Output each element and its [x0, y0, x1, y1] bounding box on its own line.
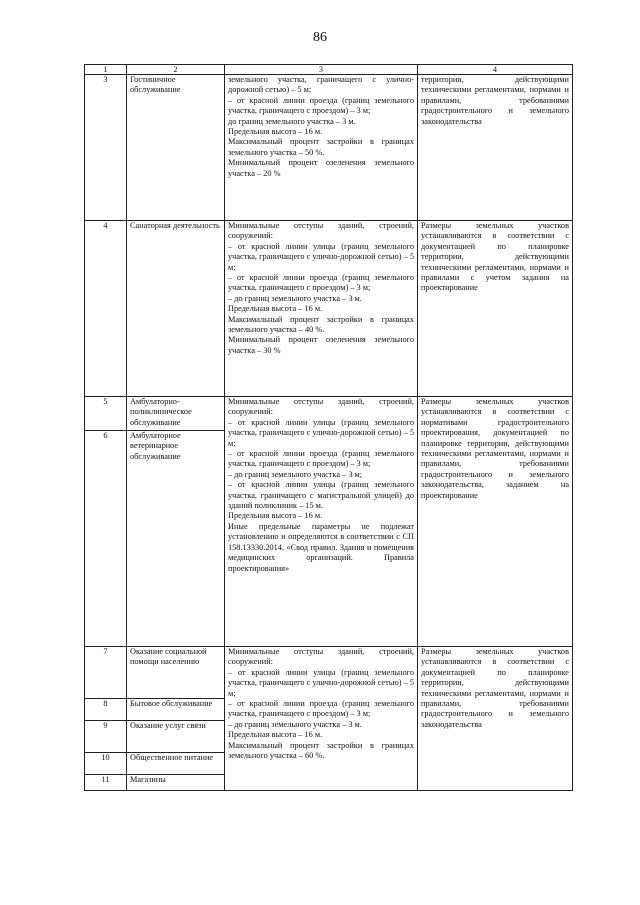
parameter-line: – от красной линии проезда (границ земельного участка, граничащего с проездом) – 3 м;	[228, 699, 414, 719]
parameter-line: – от красной линии улицы (границ земельного участка, граничащего с улично-дорожной сетью) – 5 м;	[228, 417, 414, 448]
row-number: 7	[85, 647, 127, 699]
use-type-name: Общественное питание	[127, 753, 225, 775]
parameter-line: Максимальный процент застройки в границах земельного участка – 60 %.	[228, 740, 414, 761]
regulations-table	[84, 64, 573, 791]
parameter-line: Предельная высота – 16 м.	[228, 304, 323, 314]
parameter-line: – от красной линии улицы (границ земельного участка, граничащего с улично-дорожной сетью) – 5 м;	[228, 667, 414, 698]
parameter-line: Иные предельные параметры не подлежат установлению и определяются в соответствии с СП 158.13330.2014. «Свод правил. Здания и помещения медицинских организаций. Правила проектирования»	[228, 521, 414, 573]
parameter-line: – до границ земельного участка – 3 м.	[228, 293, 362, 303]
row-number: 6	[85, 431, 127, 647]
plot-size-cell: Размеры земельных участков устанавливаются в соответствии с нормативами градостроительного проектирования, документацией по планировке территории, действующими техническими регламентами, нормами и правилами, требованиями градостроительного и земельного законодательства, заданием на проектирование	[418, 397, 573, 647]
table-row	[85, 647, 573, 699]
parameter-line: Минимальные отступы зданий, строений, сооружений:	[228, 221, 414, 241]
header-cell: 4	[418, 65, 573, 75]
parameters-cell	[225, 221, 418, 397]
header-cell: 2	[127, 65, 225, 75]
parameter-line: – до границ земельного участка – 3 м.	[228, 719, 362, 729]
plot-size-cell: Размеры земельных участков устанавливаются в соответствии с документацией по планировке территории, действующими техническими регламентами, нормами и правилами с учетом задания на проектирование	[418, 221, 573, 397]
row-number: 8	[85, 699, 127, 721]
parameter-line: Минимальный процент озеленения земельного участка – 30 %	[228, 335, 414, 355]
plot-size-cell: территории, действующими техническими регламентами, нормами и правилами, требованиями градостроительного и земельного законодательства	[418, 75, 573, 221]
parameters-cell	[225, 647, 418, 791]
parameter-line: – от красной линии улицы (границ земельного участка, граничащего с магистральной улицей) до зданий поликлиник – 15 м.	[228, 480, 414, 511]
parameter-line: – до границ земельного участка – 3 м;	[228, 469, 363, 479]
parameter-line: Максимальный процент застройки в границах земельного участка – 50 %.	[228, 137, 414, 157]
parameter-line: – от красной линии улицы (границ земельного участка, граничащего с улично-дорожной сетью) – 5 м;	[228, 241, 414, 272]
use-type-name: Гостиничное обслуживание	[127, 75, 225, 221]
use-type-name: Санаторная деятельность	[127, 221, 225, 397]
parameters-cell	[225, 397, 418, 647]
use-type-name: Оказание услуг связи	[127, 721, 225, 753]
parameter-line: Предельная высота – 16 м.	[228, 511, 323, 521]
row-number: 10	[85, 753, 127, 775]
parameter-line: – от красной линии проезда (границ земельного участка, граничащего с проездом) – 3 м;	[228, 95, 414, 116]
table-header-row	[85, 65, 573, 75]
parameter-line: земельного участка, граничащего с улично-дорожной сетью) – 5 м;	[228, 75, 414, 95]
row-number: 5	[85, 397, 127, 431]
parameter-line: – от красной линии проезда (границ земельного участка, граничащего с проездом) – 3 м;	[228, 273, 414, 293]
row-number: 11	[85, 775, 127, 791]
parameter-line: Максимальный процент застройки в границах земельного участка – 40 %.	[228, 314, 414, 335]
table-row	[85, 221, 573, 397]
page-number: 86	[313, 30, 327, 45]
parameters-cell	[225, 75, 418, 221]
parameter-line: Предельная высота – 16 м.	[228, 127, 323, 137]
use-type-name: Бытовое обслуживание	[127, 699, 225, 721]
use-type-name: Магазины	[127, 775, 225, 791]
parameter-line: – от красной линии проезда (границ земельного участка, граничащего с проездом) – 3 м;	[228, 449, 414, 469]
row-number: 3	[85, 75, 127, 221]
header-cell: 3	[225, 65, 418, 75]
table-row	[85, 397, 573, 431]
header-cell: 1	[85, 65, 127, 75]
parameter-line: Минимальные отступы зданий, строений, сооружений:	[228, 647, 414, 667]
use-type-name: Оказание социальной помощи населению	[127, 647, 225, 699]
row-number: 9	[85, 721, 127, 753]
parameter-line: до границ земельного участка – 3 м.	[228, 116, 356, 126]
parameter-line: Минимальные отступы зданий, строений, сооружений:	[228, 397, 414, 417]
table-row	[85, 75, 573, 221]
parameter-line: Минимальный процент озеленения земельного участка – 20 %	[228, 158, 414, 178]
parameter-line: Предельная высота – 16 м.	[228, 730, 323, 740]
use-type-name: Амбулаторно-поликлиническое обслуживание	[127, 397, 225, 431]
row-number: 4	[85, 221, 127, 397]
use-type-name: Амбулаторное ветеринарное обслуживание	[127, 431, 225, 647]
plot-size-cell: Размеры земельных участков устанавливаются в соответствии с документацией по планировке территории, действующими техническими регламентами, нормами и правилами, требованиями градостроительного и земельного законодательства	[418, 647, 573, 791]
